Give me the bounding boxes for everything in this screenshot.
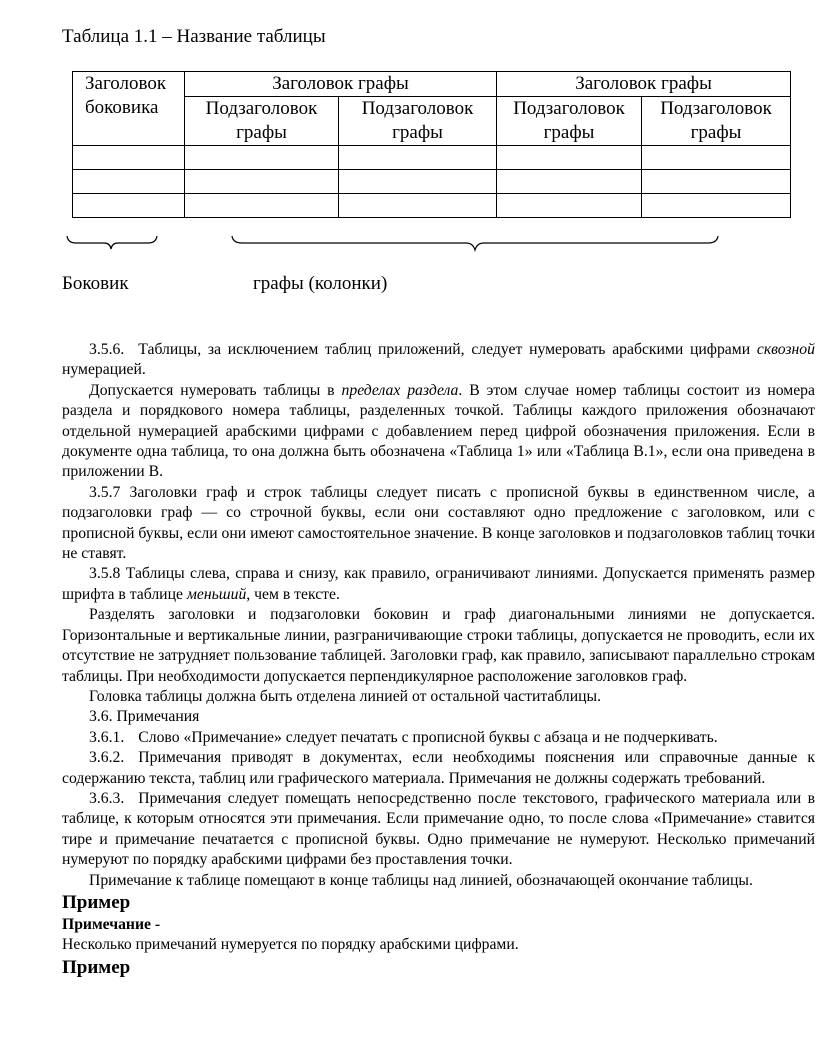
braces-graphic [0,0,816,270]
paragraph-header-line: Головка таблицы должна быть отделена линией от остальной частитаблицы. [89,687,602,705]
column-group-header-2: Заголовок графы [497,72,791,97]
subheader-line: графы [543,122,595,143]
paragraph-numbering [62,381,815,483]
section-3-6-heading: 3.6. Примечания [89,708,200,726]
example-heading-1: Пример [62,891,131,913]
body-text [62,340,815,980]
emphasis: сквозной [756,341,815,358]
table-caption: Таблица 1.1 – Название таблицы [62,26,326,47]
paragraph-3-6-2 [62,748,815,789]
clause-number: 3.6.1. [89,728,125,746]
clause-number: 3.6.2. [89,749,125,767]
stub-header-line-1: Заголовок [85,73,167,94]
subheader-line: Подзаголовок [361,98,474,119]
subheader-line: Подзаголовок [660,98,772,119]
text-run: нумерацией. [62,361,146,379]
text-run: Слово «Примечание» следует печатать с прописной буквы с абзаца и не подчеркивать. [138,728,718,746]
stub-header-line-2: боковика [85,97,159,118]
example-heading-2: Пример [62,956,131,978]
note-example: Несколько примечаний нумеруется по порядку арабскими цифрами. [62,936,519,954]
stub-brace [67,236,157,249]
note-label: Примечание - [62,915,161,933]
emphasis: меньший [186,585,247,603]
subheader-line: графы [690,122,742,143]
paragraph-lines: Разделять заголовки и подзаголовки боковин и граф диагональными линиями не допускается. Горизонтальные и вертикальные линии, разграничивающие строки таблицы, допускается не проводить, если их отсутствие не затрудняет пользование таблицей. Заголовки граф, как правило, записывают параллельно строкам таблицы. При необходимости допускается перпендикулярное расположение заголовков граф. [62,606,815,685]
text-run: Примечания приводят в документах, если необходимы пояснения или справочные данные к содержанию текста, таблиц или графического материала. Примечания не должны содержать требований. [62,749,815,787]
text-run: . В этом случае номер таблицы состоит из номера раздела и порядкового номера таблицы, разделенных точкой. Таблицы каждого приложения обозначают отдельной нумерацией арабскими цифрами с добавлением перед цифрой обозначения приложения. Если в документе одна таблица, то она должна быть обозначена «Таблица 1» или «Таблица В.1», если она приведена в приложении В. [62,381,815,481]
emphasis: пределах раздела [341,381,459,399]
paragraph-3-5-6 [62,340,815,381]
column-group-header-1: Заголовок графы [185,72,497,97]
columns-label: графы (колонки) [253,273,388,294]
paragraph-3-6-3 [62,789,815,871]
paragraph-3-6-1 [62,728,815,748]
subheader-line: Подзаголовок [205,98,318,119]
clause-number: 3.5.6. [89,341,125,358]
text-run: Допускается нумеровать таблицы в [89,381,342,399]
subheader-line: графы [392,122,443,143]
paragraph-3-5-7: 3.5.7 Заголовки граф и строк таблицы следует писать с прописной буквы в единственном числе, а подзаголовки граф — со строчной буквы, если они составляют одно предложение с заголовком, или с прописной буквы, если они имеют самостоятельное значение. В конце заголовков и подзаголовков таблиц точки не ставят. [62,483,815,563]
subheader-line: Подзаголовок [513,98,625,119]
paragraph-table-note: Примечание к таблице помещают в конце таблицы над линией, обозначающей окончание таблицы. [89,871,753,889]
text-run: Таблицы, за исключением таблиц приложений, следует нумеровать арабскими цифрами [138,341,757,358]
stub-label: Боковик [62,273,129,294]
subheader-line: графы [236,122,287,143]
clause-number: 3.6.3. [89,789,125,807]
text-run: , чем в тексте. [246,585,340,603]
text-run: Примечания следует помещать непосредственно после текстового, графического материала или в таблице, к которым относятся эти примечания. Если примечание одно, то после слова «Примечание» ставится тире и примечание печатается с прописной буквы. Одно примечание не нумеруют. Несколько примечаний нумеруют по порядку арабскими цифрами без проставления точки. [62,789,815,869]
text-run: 3.5.8 Таблицы слева, справа и снизу, как правило, ограничивают линиями. Допускается применять размер шрифта в таблице [62,565,815,603]
columns-brace [232,236,718,250]
paragraph-3-5-8 [62,564,815,605]
